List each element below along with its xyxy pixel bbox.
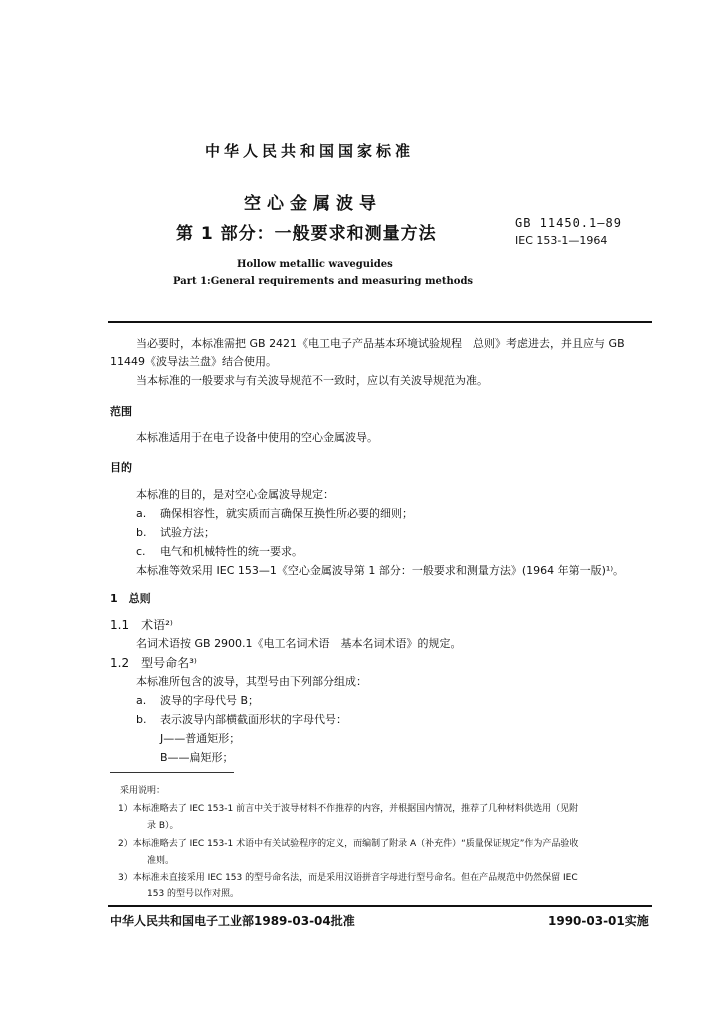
title-en-part: Part 1:General requirements and measuring methods [173,276,474,287]
naming-item-text: 波导的字母代号 B； [160,694,260,707]
footnote-1-cont: 录 B）。 [147,821,179,831]
purpose-item-letter: a. [136,507,147,520]
footer-divider [108,905,652,907]
header-divider [108,321,652,323]
shape-code-j: J——普通矩形； [160,732,241,745]
purpose-item-text: 试验方法； [160,526,215,539]
section-1-2-intro: 本标准所包含的波导，其型号由下列部分组成： [136,675,367,688]
national-standard-heading: 中华人民共和国国家标准 [205,142,415,160]
footnote-divider [110,772,234,773]
purpose-item-letter: c. [136,545,146,558]
naming-item-letter: a. [136,694,147,707]
footnote-2: 2）本标准略去了 IEC 153-1 术语中有关试验程序的定义，而编制了附录 A（补充件）“质量保证规定”作为产品验收 [118,839,579,849]
gb-code: GB 11450.1—89 [515,216,622,230]
intro-paragraph-1: 当必要时，本标准需把 GB 2421《电工电子产品基本环境试验规程 总则》考虑进去，并且应与 GB [136,337,625,350]
approval-statement: 中华人民共和国电子工业部1989-03-04批准 [110,914,355,928]
purpose-item-text: 电气和机械特性的统一要求。 [160,545,303,558]
footnote-heading: 采用说明： [120,786,166,796]
purpose-item-text: 确保相容性，就实质而言确保互换性所必要的细则； [160,507,413,520]
shape-code-b: B——扁矩形； [160,751,234,764]
title-en-main: Hollow metallic waveguides [237,259,393,270]
purpose-heading: 目的 [110,461,132,474]
naming-item-letter: b. [136,713,147,726]
section-1-1-text: 名词术语按 GB 2900.1《电工名词术语 基本名词术语》的规定。 [136,637,462,650]
footnote-3: 3）本标准未直接采用 IEC 153 的型号命名法，而是采用汉语拼音字母进行型号命名。但在产品规范中仍然保留 IEC [118,873,578,883]
purpose-item-letter: b. [136,526,147,539]
section-1-2-title: 1.2 型号命名³⁾ [110,656,197,670]
footnote-1: 1）本标准略去了 IEC 153-1 前言中关于波导材料不作推荐的内容，并根据国内情况，推荐了几种材料供选用（见附 [118,804,579,814]
footnote-2-cont: 准则。 [147,856,175,866]
scope-text: 本标准适用于在电子设备中使用的空心金属波导。 [136,431,378,444]
iec-code: IEC 153-1—1964 [515,234,608,247]
equivalence-statement: 本标准等效采用 IEC 153—1《空心金属波导第 1 部分：一般要求和测量方法》(1964 年第一版)¹⁾。 [136,564,625,577]
purpose-intro: 本标准的目的，是对空心金属波导规定： [136,488,334,501]
implementation-date: 1990-03-01实施 [548,914,649,928]
intro-paragraph-2: 当本标准的一般要求与有关波导规范不一致时，应以有关波导规范为准。 [136,374,488,387]
section-1-1-title: 1.1 术语²⁾ [110,618,173,632]
section-1-heading: 1 总则 [110,592,151,605]
title-cn-part: 第 1 部分：一般要求和测量方法 [176,224,437,244]
naming-item-text: 表示波导内部横截面形状的字母代号： [160,713,347,726]
title-cn-main: 空心金属波导 [244,194,382,214]
scope-heading: 范围 [110,405,132,418]
intro-paragraph-1-cont: 11449《波导法兰盘》结合使用。 [110,355,277,368]
footnote-3-cont: 153 的型号以作对照。 [147,889,240,899]
